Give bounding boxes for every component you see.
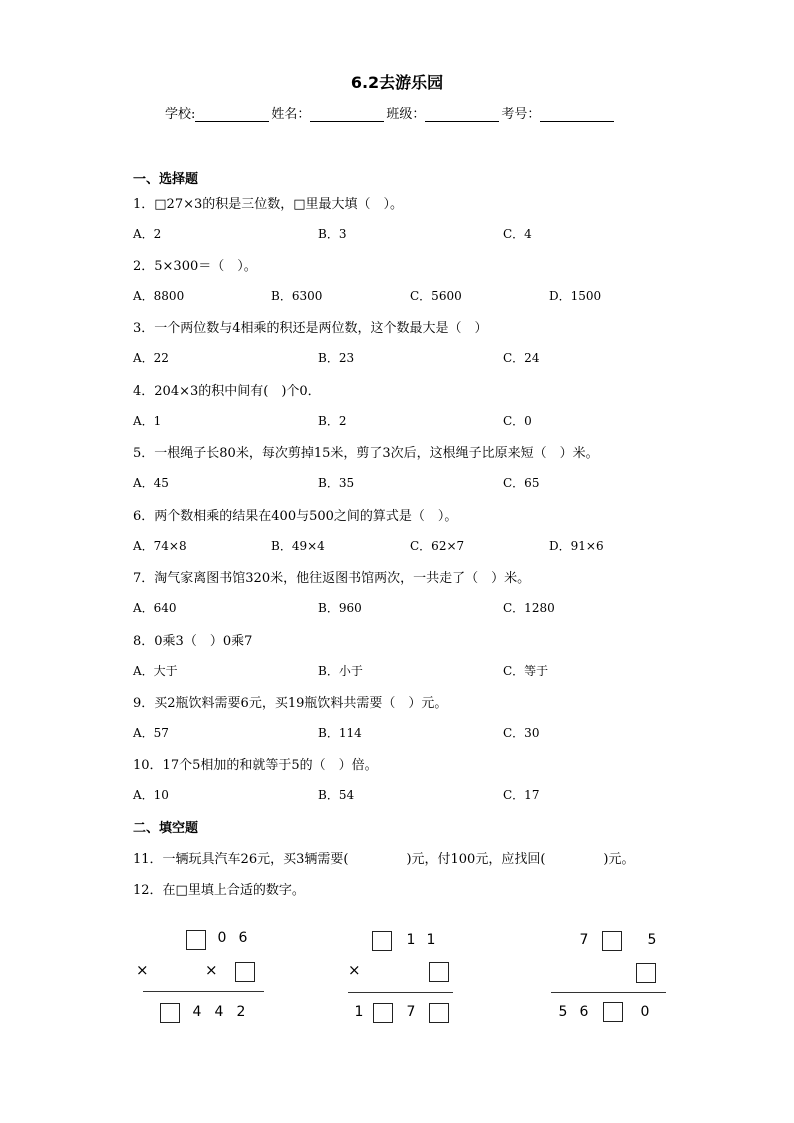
puzzle-1-box-top[interactable] (186, 930, 206, 950)
question-12: 12．在□里填上合适的数字。 (133, 883, 305, 898)
q9-option-a[interactable]: A．57 (133, 726, 169, 740)
section-title-fill-in: 二、填空题 (133, 821, 199, 836)
q6-option-c[interactable]: C．62×7 (410, 539, 465, 553)
q10-option-b[interactable]: B．54 (318, 788, 355, 802)
q1-option-a[interactable]: A．2 (133, 227, 162, 241)
question-6: 6．两个数相乘的结果在400与500之间的算式是（ ）。 (133, 509, 458, 524)
puzzle-3-digit: 7 (579, 932, 589, 948)
puzzle-2-digit: 1 (406, 932, 416, 948)
q9-option-b[interactable]: B．114 (318, 726, 362, 740)
puzzle-2-digit: 1 (354, 1004, 364, 1020)
q2-option-b[interactable]: B．6300 (271, 289, 323, 303)
puzzle-3-digit: 0 (640, 1004, 650, 1020)
q8-option-a[interactable]: A．大于 (133, 664, 178, 678)
school-label: 学校: (165, 107, 196, 122)
student-info-line (165, 103, 616, 122)
q4-option-a[interactable]: A．1 (133, 414, 162, 428)
q6-option-b[interactable]: B．49×4 (271, 539, 325, 553)
q7-option-b[interactable]: B．960 (318, 601, 362, 615)
puzzle-1-box-multiplier[interactable] (235, 962, 255, 982)
question-1: 1．□27×3的积是三位数，□里最大填（ ）。 (133, 197, 404, 212)
puzzle-1-digit: 4 (192, 1004, 202, 1020)
puzzle-2-box-result-1[interactable] (373, 1003, 393, 1023)
puzzle-1-digit: 0 (217, 930, 227, 946)
q5-option-a[interactable]: A．45 (133, 476, 169, 490)
q7-option-a[interactable]: A．640 (133, 601, 177, 615)
q8-option-c[interactable]: C．等于 (503, 664, 549, 678)
q11-text-b: )元，付100元，应找回( (406, 852, 546, 867)
puzzle-1-digit: 6 (238, 930, 248, 946)
question-11 (133, 848, 634, 867)
puzzle-3-rule (551, 992, 666, 993)
question-10: 10．17个5相加的和就等于5的（ ）倍。 (133, 758, 378, 773)
number-label: 考号： (501, 107, 541, 122)
puzzle-3-box-multiplier[interactable] (636, 963, 656, 983)
class-label: 班级： (386, 107, 426, 122)
question-7: 7．淘气家离图书馆320米，他往返图书馆两次，一共走了（ ）米。 (133, 571, 531, 586)
q9-option-c[interactable]: C．30 (503, 726, 540, 740)
number-blank[interactable] (540, 107, 614, 122)
name-blank[interactable] (310, 107, 384, 122)
puzzle-1-box-result[interactable] (160, 1003, 180, 1023)
puzzle-1-digit: 4 (214, 1004, 224, 1020)
puzzle-3-box-result[interactable] (603, 1002, 623, 1022)
q1-option-c[interactable]: C．4 (503, 227, 532, 241)
multiply-sign: × (136, 961, 149, 979)
q11-text-c: )元。 (603, 852, 635, 867)
question-2: 2．5×300＝（ ）。 (133, 259, 257, 274)
q3-option-a[interactable]: A．22 (133, 351, 169, 365)
question-8: 8．0乘3（ ）0乘7 (133, 634, 253, 649)
class-blank[interactable] (425, 107, 499, 122)
q2-option-a[interactable]: A．8800 (133, 289, 185, 303)
multiply-sign: × (205, 961, 218, 979)
q10-option-a[interactable]: A．10 (133, 788, 169, 802)
question-4: 4．204×3的积中间有( )个0． (133, 384, 321, 399)
question-3: 3．一个两位数与4相乘的积还是两位数，这个数最大是（ ） (133, 321, 488, 336)
puzzle-1-rule (143, 991, 264, 992)
q11-text-a: 11．一辆玩具汽车26元，买3辆需要( (133, 852, 349, 867)
q8-option-b[interactable]: B．小于 (318, 664, 363, 678)
question-5: 5．一根绳子长80米，每次剪掉15米，剪了3次后，这根绳子比原来短（ ）米。 (133, 446, 599, 461)
q7-option-c[interactable]: C．1280 (503, 601, 555, 615)
puzzle-2-digit: 1 (426, 932, 436, 948)
puzzle-3-digit: 5 (647, 932, 657, 948)
section-title-choice: 一、选择题 (133, 172, 199, 187)
puzzle-2-rule (348, 992, 453, 993)
q3-option-b[interactable]: B．23 (318, 351, 355, 365)
school-blank[interactable] (195, 107, 269, 122)
q4-option-c[interactable]: C．0 (503, 414, 532, 428)
page-title: 6.2去游乐园 (350, 73, 444, 92)
q1-option-b[interactable]: B．3 (318, 227, 347, 241)
puzzle-2-digit: 7 (406, 1004, 416, 1020)
q3-option-c[interactable]: C．24 (503, 351, 540, 365)
q2-option-d[interactable]: D．1500 (549, 289, 602, 303)
puzzle-3-digit: 5 (558, 1004, 568, 1020)
puzzle-2-box-top[interactable] (372, 931, 392, 951)
q5-option-b[interactable]: B．35 (318, 476, 355, 490)
q6-option-d[interactable]: D．91×6 (549, 539, 604, 553)
q10-option-c[interactable]: C．17 (503, 788, 540, 802)
name-label: 姓名： (271, 107, 311, 122)
puzzle-3-digit: 6 (579, 1004, 589, 1020)
multiply-sign: × (348, 961, 361, 979)
puzzle-2-box-result-2[interactable] (429, 1003, 449, 1023)
q2-option-c[interactable]: C．5600 (410, 289, 462, 303)
q4-option-b[interactable]: B．2 (318, 414, 347, 428)
q6-option-a[interactable]: A．74×8 (133, 539, 187, 553)
puzzle-1-digit: 2 (236, 1004, 246, 1020)
puzzle-2-box-multiplier[interactable] (429, 962, 449, 982)
q5-option-c[interactable]: C．65 (503, 476, 540, 490)
puzzle-3-box-top[interactable] (602, 931, 622, 951)
question-9: 9．买2瓶饮料需要6元，买19瓶饮料共需要（ ）元。 (133, 696, 448, 711)
